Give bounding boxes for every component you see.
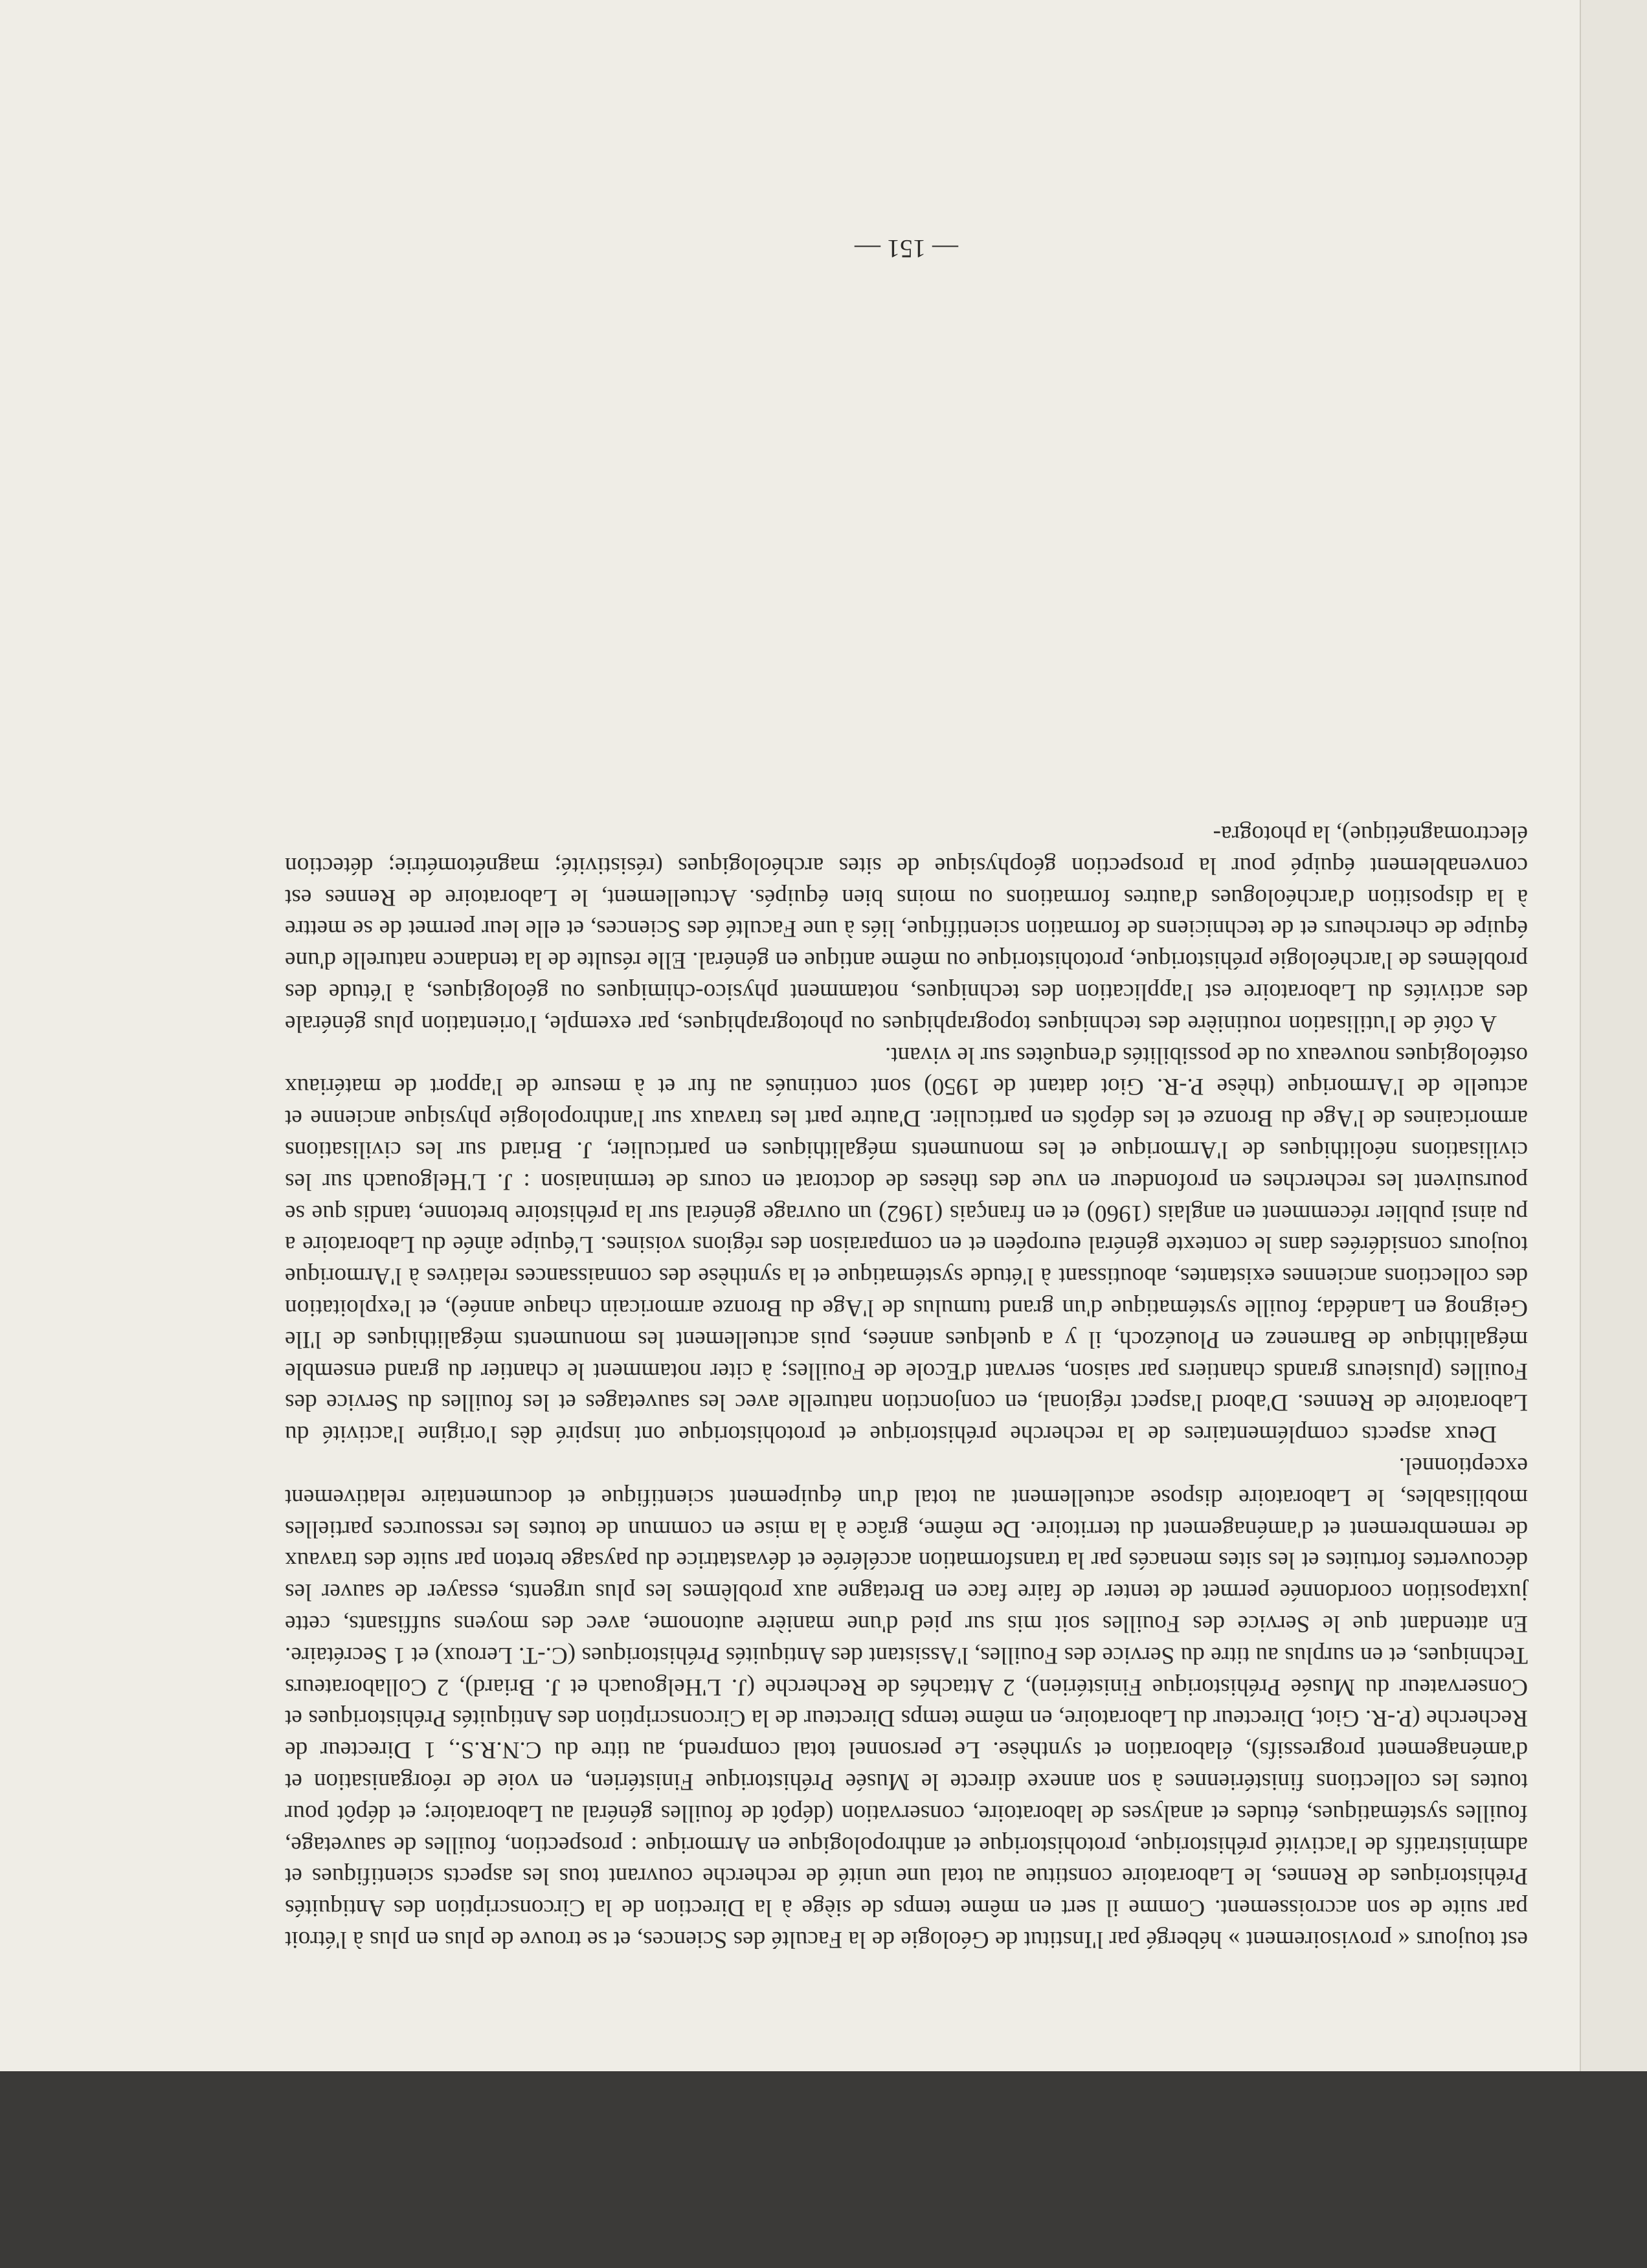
paragraph-3: A côté de l'utilisation routinière des techniques topographiques ou photographiques, par exemple, l'orientation plus générale des activités du Laboratoire est l'application des techniques, notamment physico-chimiques ou géologiques, à l'étude des problèmes de l'archéologie préhistorique, protohistorique ou même antique en général. Elle résulte de la tendance naturelle d'une équipe de chercheurs et de techniciens de formation scientifique, liés à une Faculté des Sciences, et elle leur permet de se mettre à la disposition d'archéologues d'autres formations ou moins bien équipés. Actuellement, le Laboratoire de Rennes est convenablement équipé pour la prospection géophysique de sites archéologiques (résistivité; magnétométrie; détection électromagnétique), la photogra- (285, 821, 1528, 1037)
page-content-rotated (285, 233, 1528, 1955)
paragraph-2: Deux aspects complémentaires de la recherche préhistorique et protohistorique ont inspiré dès l'origine l'activité du Laboratoire de Rennes. D'abord l'aspect régional, en conjonction naturelle avec les sauvetages et les fouilles du Service des Fouilles (plusieurs grands chantiers par saison, servant d'Ecole de Fouilles; à citer notamment le chantier du grand ensemble mégalithique de Barnenez en Plouézoch, il y a quelques années, puis actuellement les monuments mégalithiques de l'Ile Geignog en Landéda; fouille systématique d'un grand tumulus de l'Age du Bronze armoricain chaque année), et l'exploitation des collections anciennes existantes, aboutissant à l'étude systématique et la synthèse des connaissances relatives à l'Armorique toujours considérées dans le contexte général européen et en comparaison des régions voisines. L'équipe aînée du Laboratoire a pu ainsi publier récemment en anglais (1960) et en français (1962) un ouvrage général sur la préhistoire bretonne, tandis que se poursuivent les recherches en profondeur en vue des thèses de doctorat en cours de terminaison : J. L'Helgouach sur les civilisations néolithiques de l'Armorique et les monuments mégalithiques en particulier, J. Briard sur les civilisations armoricaines de l'Age du Bronze et les dépôts en particulier. D'autre part les travaux sur l'anthropologie physique ancienne et actuelle de l'Armorique (thèse P.-R. Giot datant de 1950) sont continués au fur et à mesure de l'apport de matériaux ostéologiques nouveaux ou de possibilités d'enquêtes sur le vivant. (285, 1041, 1528, 1448)
page-number: — 151 — (855, 234, 958, 263)
paragraph-1: est toujours « provisoirement » hébergé par l'Institut de Géologie de la Faculté des Sciences, et se trouve de plus en plus à l'étroit par suite de son accroissement. Comme il sert en même temps de siège à la Direction de la Circonscription des Antiquités Préhistoriques de Rennes, le Laboratoire constitue au total une unité de recherche couvrant tous les aspects scientifiques et administratifs de l'activité préhistorique, protohistorique et anthropologique en Armorique : prospection, fouilles de sauvetage, fouilles systématiques, études et analyses de laboratoire, conservation (dépôt de fouilles général au Laboratoire; et dépôt pour toutes les collections finistériennes à son annexe directe le Musée Préhistorique Finistérien, en voie de réorganisation et d'aménagement progressifs), élaboration et synthèse. Le personnel total comprend, au titre du C.N.R.S., 1 Directeur de Recherche (P.-R. Giot, Directeur du Laboratoire, en même temps Directeur de la Circonscription des Antiquités Préhistoriques et Conservateur du Musée Préhistorique Finistérien), 2 Attachés de Recherche (J. L'Helgouach et J. Briard), 2 Collaborateurs Techniques, et en surplus au titre du Service des Fouilles, l'Assistant des Antiquités Préhistoriques (C.-T. Leroux) et 1 Secrétaire. En attendant que le Service des Fouilles soit mis sur pied d'une manière autonome, avec des moyens suffisants, cette juxtaposition coordonnée permet de tenter de faire face en Bretagne aux problèmes les plus urgents, essayer de sauver les découvertes fortuites et les sites menacés par la transformation accélérée et dévastatrice du paysage breton par suite des travaux de remembrement et d'aménagement du territoire. De même, grâce à la mise en commun de toutes les ressources partielles mobilisables, le Laboratoire dispose actuellement au total d'un équipement scientifique et documentaire relativement exceptionnel. (285, 1452, 1528, 1953)
page-edge-shadow (1580, 0, 1647, 2071)
scanner-background (0, 2071, 1647, 2268)
